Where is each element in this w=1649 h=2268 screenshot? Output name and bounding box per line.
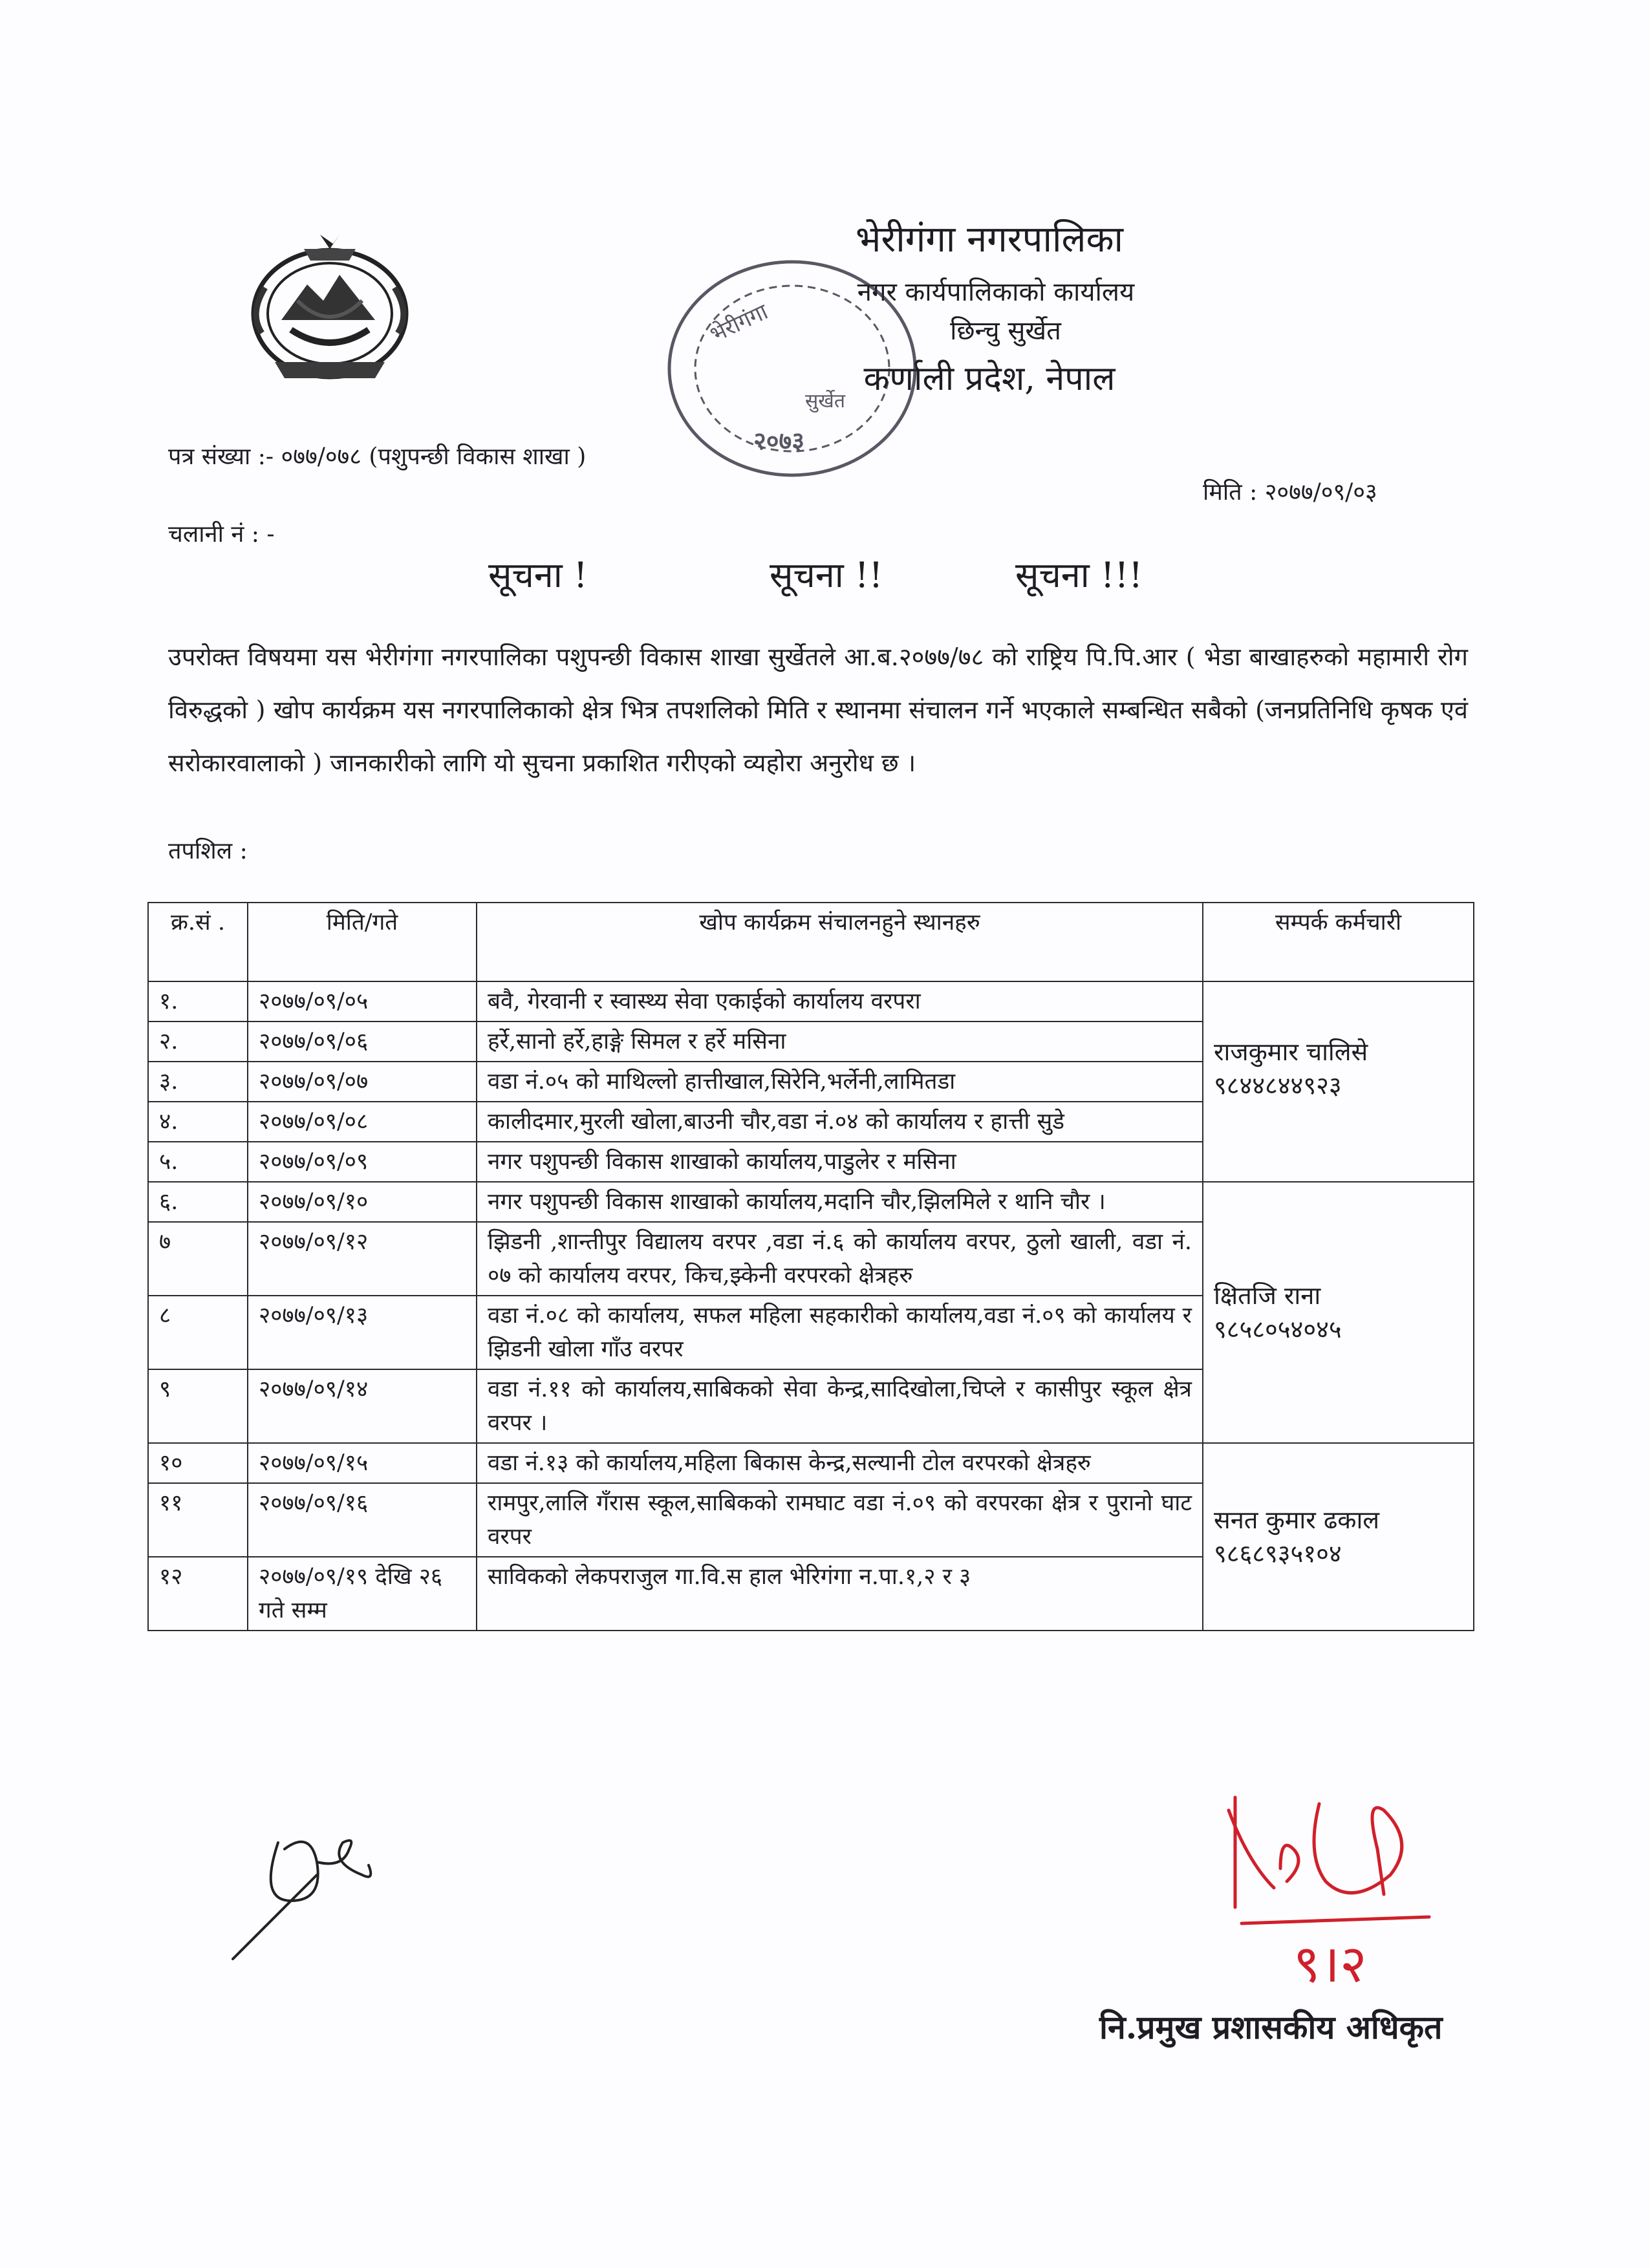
row-date: २०७७/०९/०५: [248, 981, 477, 1022]
notice-heading-2: सूचना !!: [770, 555, 883, 595]
signature-left: [220, 1804, 388, 1972]
details-label: तपशिल :: [168, 838, 248, 864]
handwritten-date: ९।२: [1293, 1934, 1367, 1991]
table-row: [148, 1443, 1474, 1483]
row-location: कालीदमार,मुरली खोला,बाउनी चौर,वडा नं.०४ को कार्यालय र हात्ती सुडे: [477, 1102, 1203, 1142]
row-serial: १०: [148, 1443, 248, 1483]
row-date: २०७७/०९/१४: [248, 1369, 477, 1443]
row-serial: ४.: [148, 1102, 248, 1142]
row-location: नगर पशुपन्छी विकास शाखाको कार्यालय,पाडुलेर र मसिना: [477, 1142, 1203, 1182]
row-location: झिडनी ,शान्तीपुर विद्यालय वरपर ,वडा नं.६ को कार्यालय वरपर, ठुलो खाली, वडा नं. ०७ को कार्यालय वरपर, किच,झ्केनी वरपरको क्षेत्रहरु: [477, 1222, 1203, 1296]
contact-name: सनत कुमार ढकाल: [1214, 1506, 1380, 1534]
contact-cell: [1203, 981, 1474, 1182]
row-serial: २.: [148, 1022, 248, 1062]
row-serial: १२: [148, 1557, 248, 1631]
row-location: वडा नं.०८ को कार्यालय, सफल महिला सहकारीको कार्यालय,वडा नं.०९ को कार्यालय र झिडनी खोला गाँउ वरपर: [477, 1296, 1203, 1369]
table-row: [148, 981, 1474, 1022]
row-serial: ७: [148, 1222, 248, 1296]
contact-cell: [1203, 1443, 1474, 1631]
office-stamp: [656, 246, 928, 491]
contact-phone: ९८५८०५४०४५: [1214, 1315, 1342, 1343]
col-header-serial: क्र.सं .: [148, 903, 248, 981]
vaccination-schedule-table: [147, 902, 1474, 1631]
contact-phone: ९८६८९३५१०४: [1214, 1539, 1342, 1568]
row-date: २०७७/०९/१६: [248, 1483, 477, 1557]
row-date: २०७७/०९/१२: [248, 1222, 477, 1296]
row-date: २०७७/०९/०८: [248, 1102, 477, 1142]
letter-date: मिति : २०७७/०९/०३: [1203, 479, 1377, 506]
row-date: २०७७/०९/०६: [248, 1022, 477, 1062]
table-header-row: [148, 903, 1474, 981]
table-row: [148, 1182, 1474, 1222]
notice-body: उपरोक्त विषयमा यस भेरीगंगा नगरपालिका पशुपन्छी विकास शाखा सुर्खेतले आ.ब.२०७७/७८ को राष्ट्रिय पि.पि.आर ( भेडा बाखाहरुको महामारी रोग विरुद्धको ) खोप कार्यक्रम यस नगरपालिकाको क्षेत्र भित्र तपशलिको मिति र स्थानमा संचालन गर्ने भएकाले सम्बन्धित सबैको (जनप्रतिनिधि कृषक एवं सरोकारवालाको ) जानकारीको लागि यो सुचना प्रकाशित गरीएको व्यहोरा अनुरोध छ ।: [168, 643, 1468, 777]
row-date: २०७७/०९/१९ देखि २६ गते सम्म: [248, 1557, 477, 1631]
notice-heading-1: सूचना !: [488, 555, 588, 595]
row-location: वडा नं.११ को कार्यालय,साबिकको सेवा केन्द्र,सादिखोला,चिप्ले र कासीपुर स्कूल क्षेत्र वरपर ।: [477, 1369, 1203, 1443]
signatory-title: नि.प्रमुख प्रशासकीय अधिकृत: [1099, 2008, 1443, 2046]
row-serial: ३.: [148, 1062, 248, 1102]
col-header-contact: सम्पर्क कर्मचारी: [1203, 903, 1474, 981]
row-date: २०७७/०९/१५: [248, 1443, 477, 1483]
row-serial: १.: [148, 981, 248, 1022]
row-location: साविकको लेकपराजुल गा.वि.स हाल भेरिगंगा न.पा.१,२ र ३: [477, 1557, 1203, 1631]
notice-heading: [0, 550, 1649, 601]
row-date: २०७७/०९/१०: [248, 1182, 477, 1222]
col-header-date: मिति/गते: [248, 903, 477, 981]
row-serial: ६.: [148, 1182, 248, 1222]
svg-text:भेरीगंगा: भेरीगंगा: [706, 299, 772, 348]
row-location: नगर पशुपन्छी विकास शाखाको कार्यालय,मदानि चौर,झिलमिले र थानि चौर ।: [477, 1182, 1203, 1222]
row-date: २०७७/०९/१३: [248, 1296, 477, 1369]
contact-cell: [1203, 1182, 1474, 1443]
row-serial: ११: [148, 1483, 248, 1557]
office-address: छिन्चु सुर्खेत: [950, 316, 1061, 346]
col-header-location: खोप कार्यक्रम संचालनहुने स्थानहरु: [477, 903, 1203, 981]
notice-heading-3: सूचना !!!: [1015, 555, 1143, 595]
dispatch-number: चलानी नं : -: [168, 521, 275, 548]
signature-right: [1222, 1784, 1442, 1991]
contact-phone: ९८४४८४४९२३: [1214, 1071, 1342, 1100]
row-date: २०७७/०९/०७: [248, 1062, 477, 1102]
row-location: बवै, गेरवानी र स्वास्थ्य सेवा एकाईको कार्यालय वरपरा: [477, 981, 1203, 1022]
row-location: हर्रे,सानो हर्रे,हाङ्गे सिमल र हर्रे मसिना: [477, 1022, 1203, 1062]
office-province: कर्णाली प्रदेश, नेपाल: [863, 359, 1116, 398]
row-location: वडा नं.१३ को कार्यालय,महिला बिकास केन्द्र,सल्यानी टोल वरपरको क्षेत्रहरु: [477, 1443, 1203, 1483]
row-location: रामपुर,लालि गँरास स्कूल,साबिकको रामघाट वडा नं.०९ को वरपरका क्षेत्र र पुरानो घाट वरपर: [477, 1483, 1203, 1557]
svg-text:२०७३: २०७३: [753, 427, 805, 455]
svg-text:सुर्खेत: सुर्खेत: [805, 390, 845, 412]
office-subtitle: नगर कार्यपालिकाको कार्यालय: [857, 277, 1135, 307]
row-location: वडा नं.०५ को माथिल्लो हात्तीखाल,सिरेनि,भर्लेनी,लामितडा: [477, 1062, 1203, 1102]
contact-name: क्षितजि राना: [1214, 1281, 1321, 1310]
office-name: भेरीगंगा नगरपालिका: [856, 219, 1123, 261]
contact-name: राजकुमार चालिसे: [1214, 1038, 1368, 1066]
row-serial: ९: [148, 1369, 248, 1443]
reference-number: पत्र संख्या :- ०७७/०७८ (पशुपन्छी विकास शाखा ): [168, 444, 587, 470]
row-serial: ८: [148, 1296, 248, 1369]
row-date: २०७७/०९/०९: [248, 1142, 477, 1182]
row-serial: ५.: [148, 1142, 248, 1182]
